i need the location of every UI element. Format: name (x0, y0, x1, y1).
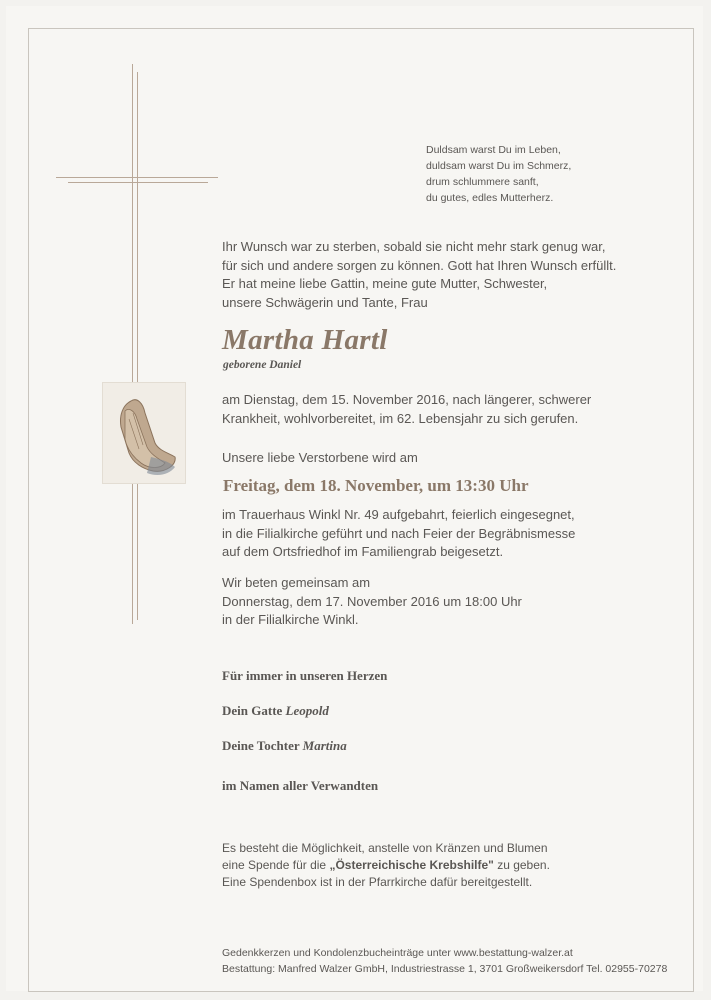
donation-info (222, 840, 550, 891)
daughter-prefix: Deine Tochter (222, 738, 300, 753)
daughter-name: Martina (302, 738, 347, 753)
death-notice-line: am Dienstag, dem 15. November 2016, nach längerer, schwerer (222, 392, 592, 407)
obituary-sheet (6, 6, 703, 991)
donation-suffix: zu geben. (497, 858, 550, 872)
donation-prefix: eine Spende für die (222, 858, 327, 872)
poem-line: Duldsam warst Du im Leben, (426, 144, 561, 156)
donation-line: Es besteht die Möglichkeit, anstelle von Kränzen und Blumen (222, 841, 548, 855)
prayer-line: in der Filialkirche Winkl. (222, 612, 359, 627)
donation-line (222, 857, 550, 874)
footer-line: Gedenkkerzen und Kondolenzbucheinträge unter www.bestattung-walzer.at (222, 947, 573, 959)
husband-prefix: Dein Gatte (222, 703, 283, 718)
husband-line (222, 703, 329, 719)
deceased-name: Martha Hartl (222, 324, 388, 356)
poem-line: drum schlummere sanft, (426, 176, 539, 188)
prayer-info (222, 574, 522, 630)
intro-line: für sich und andere sorgen zu können. Gott hat Ihren Wunsch erfüllt. (222, 257, 617, 273)
donation-organization: „Österreichische Krebshilfe" (329, 858, 494, 872)
funeral-detail-line: auf dem Ortsfriedhof im Familiengrab beigesetzt. (222, 544, 504, 559)
prayer-line: Donnerstag, dem 17. November 2016 um 18:00 Uhr (222, 593, 522, 609)
intro-text (222, 238, 616, 312)
death-notice-line: Krankheit, wohlvorbereitet, im 62. Lebensjahr zu sich gerufen. (222, 410, 579, 426)
prayer-line: Wir beten gemeinsam am (222, 575, 371, 590)
donation-line: Eine Spendenbox ist in der Pfarrkirche dafür bereitgestellt. (222, 875, 533, 889)
maiden-name: geborene Daniel (223, 359, 302, 371)
funeral-details (222, 506, 575, 562)
funeral-intro: Unsere liebe Verstorbene wird am (222, 450, 418, 465)
poem-line: du gutes, edles Mutterherz. (426, 192, 554, 204)
poem (426, 142, 571, 206)
daughter-line (222, 738, 347, 754)
intro-line: Ihr Wunsch war zu sterben, sobald sie nicht mehr stark genug war, (222, 239, 606, 254)
intro-line: Er hat meine liebe Gattin, meine gute Mutter, Schwester, (222, 276, 548, 291)
funeral-detail-line: in die Filialkirche geführt und nach Feier der Begräbnismesse (222, 525, 576, 541)
funeral-detail-line: im Trauerhaus Winkl Nr. 49 aufgebahrt, feierlich eingesegnet, (222, 507, 575, 522)
forever-line: Für immer in unseren Herzen (222, 668, 388, 683)
husband-name: Leopold (285, 703, 329, 718)
poem-line: duldsam warst Du im Schmerz, (426, 160, 572, 172)
death-notice (222, 391, 591, 428)
funeral-date-time: Freitag, dem 18. November, um 13:30 Uhr (223, 476, 529, 495)
relatives-line: im Namen aller Verwandten (222, 778, 379, 793)
footer-line: Bestattung: Manfred Walzer GmbH, Industriestrasse 1, 3701 Großweikersdorf Tel. 02955-70278 (222, 962, 668, 975)
intro-line: unsere Schwägerin und Tante, Frau (222, 294, 428, 310)
praying-hands-icon (102, 382, 186, 484)
footer (222, 946, 667, 977)
